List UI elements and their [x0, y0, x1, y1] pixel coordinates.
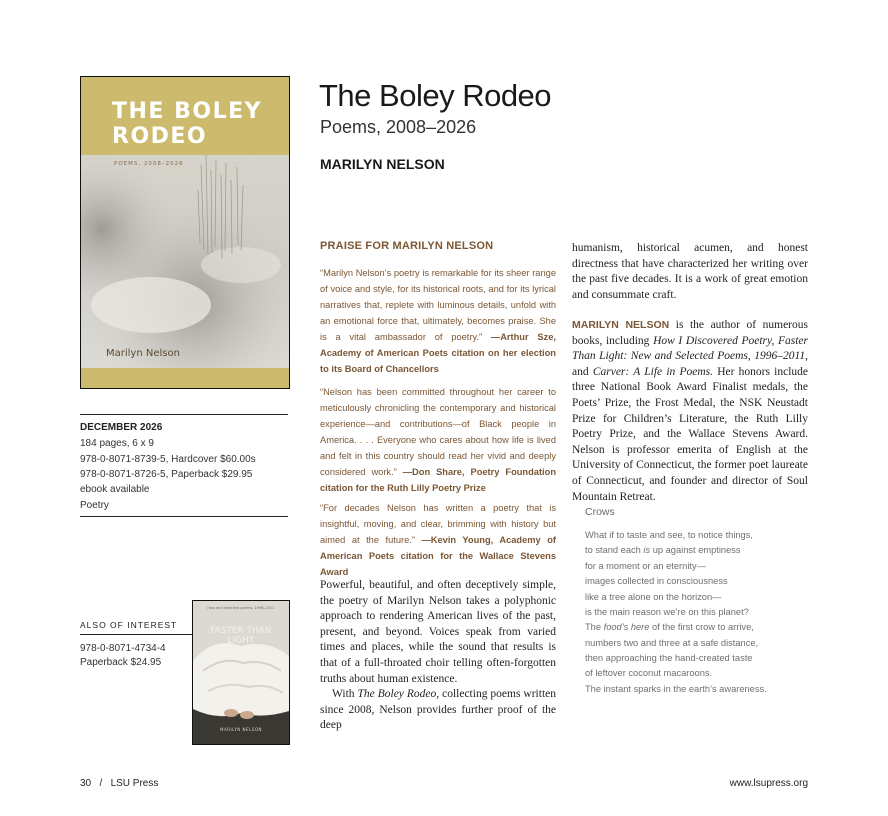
details-paperback: 978-0-8071-8726-5, Paperback $29.95 — [80, 469, 253, 480]
details-bottom-rule — [80, 516, 288, 517]
details-top-rule — [80, 414, 288, 415]
details-pages: 184 pages, 6 x 9 — [80, 438, 154, 449]
poem-line: for a moment or an eternity— — [585, 561, 706, 571]
book-author: MARILYN NELSON — [320, 156, 445, 172]
details-hardcover: 978-0-8071-8739-5, Hardcover $60.00s — [80, 454, 256, 465]
book-subtitle: Poems, 2008–2026 — [320, 117, 477, 137]
related-book-cover — [192, 600, 290, 745]
praise-quote-1: “Marilyn Nelson’s poetry is remarkable for its sheer range of voice and style, for its historical roots, and for its lyrical narratives that, replete with luminous details, unfold with an emotional force that, ultimately, becomes praise. She is a vital ambassador of poetry.” —Arthur Sze, Academy of American Poets citation on her election to its Board of Chancellors — [320, 268, 556, 374]
poem-line: images collected in consciousness — [585, 576, 728, 586]
poem-title: Crows — [585, 506, 615, 518]
related-cover-title: FASTER THAN LIGHT — [210, 626, 272, 646]
poem-line: to stand each is up against emptiness — [585, 545, 741, 555]
publisher-website[interactable]: www.lsupress.org — [729, 778, 808, 789]
praise-quote-2: “Nelson has been committed throughout her career to meticulously chronicling the contemporary and historical experience—and contributions—of Black people in America. . . . Everyone who cares about how life is lived and felt in this country should read her vivid and deeply considered work.” —Don Share, Poetry Foundation citation for the Ruth Lilly Poetry Prize — [320, 387, 556, 493]
poem-line: like a tree alone on the horizon— — [585, 592, 722, 602]
related-cover-subtitle: new and selected poems, 1996–2011 — [207, 606, 275, 610]
description-paragraph-1: Powerful, beautiful, and often deceptively simple, the poetry of Marilyn Nelson takes a polyphonic approach to rendering American lives of the past, present, and beyond. Voices speak from varied times and places, while the sound that results is that of a full-throated choir telling often-forgotten truths about human existence. — [320, 579, 556, 685]
cover-title: THE BOLEY RODEO — [112, 99, 263, 149]
poem-line: numbers two and three at a safe distance, — [585, 638, 759, 648]
details-ebook: ebook available — [80, 484, 150, 495]
publication-date: DECEMBER 2026 — [80, 422, 163, 433]
cover-artwork — [81, 155, 289, 368]
poem-line: The instant sparks in the earth’s awareness. — [585, 684, 767, 694]
poem-line: then approaching the hand-created taste — [585, 653, 753, 663]
also-of-interest-label: ALSO OF INTEREST — [80, 620, 178, 630]
cover-author: Marilyn Nelson — [106, 348, 180, 359]
poem-line: What if to taste and see, to notice things, — [585, 530, 753, 540]
cover-bottom-band — [81, 368, 289, 388]
author-bio: MARILYN NELSON is the author of numerous books, including How I Discovered Poetry, Faster Than Light: New and Selected Poems, 1996–2011, and Carver: A Life in Poems. Her honors include three National Book Award Finalist medals, the Poets’ Prize, the Frost Medal, the NSK Neustadt Prize for Children’s Literature, the Ruth Lilly Poetry Prize, and the Wallace Stevens Award. Nelson is professor emerita of English at the University of Connecticut, the former poet laureate of Connecticut, and founder and director of Soul Mountain Retreat. — [572, 319, 808, 503]
details-category: Poetry — [80, 500, 109, 511]
book-cover — [80, 76, 290, 389]
related-cover-author: MARILYN NELSON — [220, 727, 262, 732]
poem-line: of leftover coconut macaroons. — [585, 668, 713, 678]
poem-line: The food’s here of the first crow to arrive, — [585, 622, 754, 632]
also-isbn: 978-0-8071-4734-4 — [80, 643, 166, 654]
praise-quote-3: “For decades Nelson has written a poetry that is insightful, moving, and clear, brimming with history but aimed at the future.” —Kevin Young, Academy of American Poets citation for the Wallace Stevens Award — [320, 503, 556, 577]
description-paragraph-2: With The Boley Rodeo, collecting poems written since 2008, Nelson provides further proof of the deep — [320, 688, 556, 732]
also-price: Paperback $24.95 — [80, 657, 162, 668]
book-title: The Boley Rodeo — [319, 78, 552, 113]
description-paragraph-3: humanism, historical acumen, and honest directness that have characterized her writing over the past five decades. It is a work of great emotion and consummate craft. — [572, 242, 808, 301]
poem-line: is the main reason we’re on this planet? — [585, 607, 749, 617]
cover-subtitle: POEMS, 2008–2026 — [114, 161, 184, 167]
related-cover-artwork — [193, 601, 289, 744]
praise-heading: PRAISE FOR MARILYN NELSON — [320, 240, 494, 252]
page-footer-left: 30 / LSU Press — [80, 778, 159, 789]
also-of-interest-rule — [80, 634, 192, 635]
